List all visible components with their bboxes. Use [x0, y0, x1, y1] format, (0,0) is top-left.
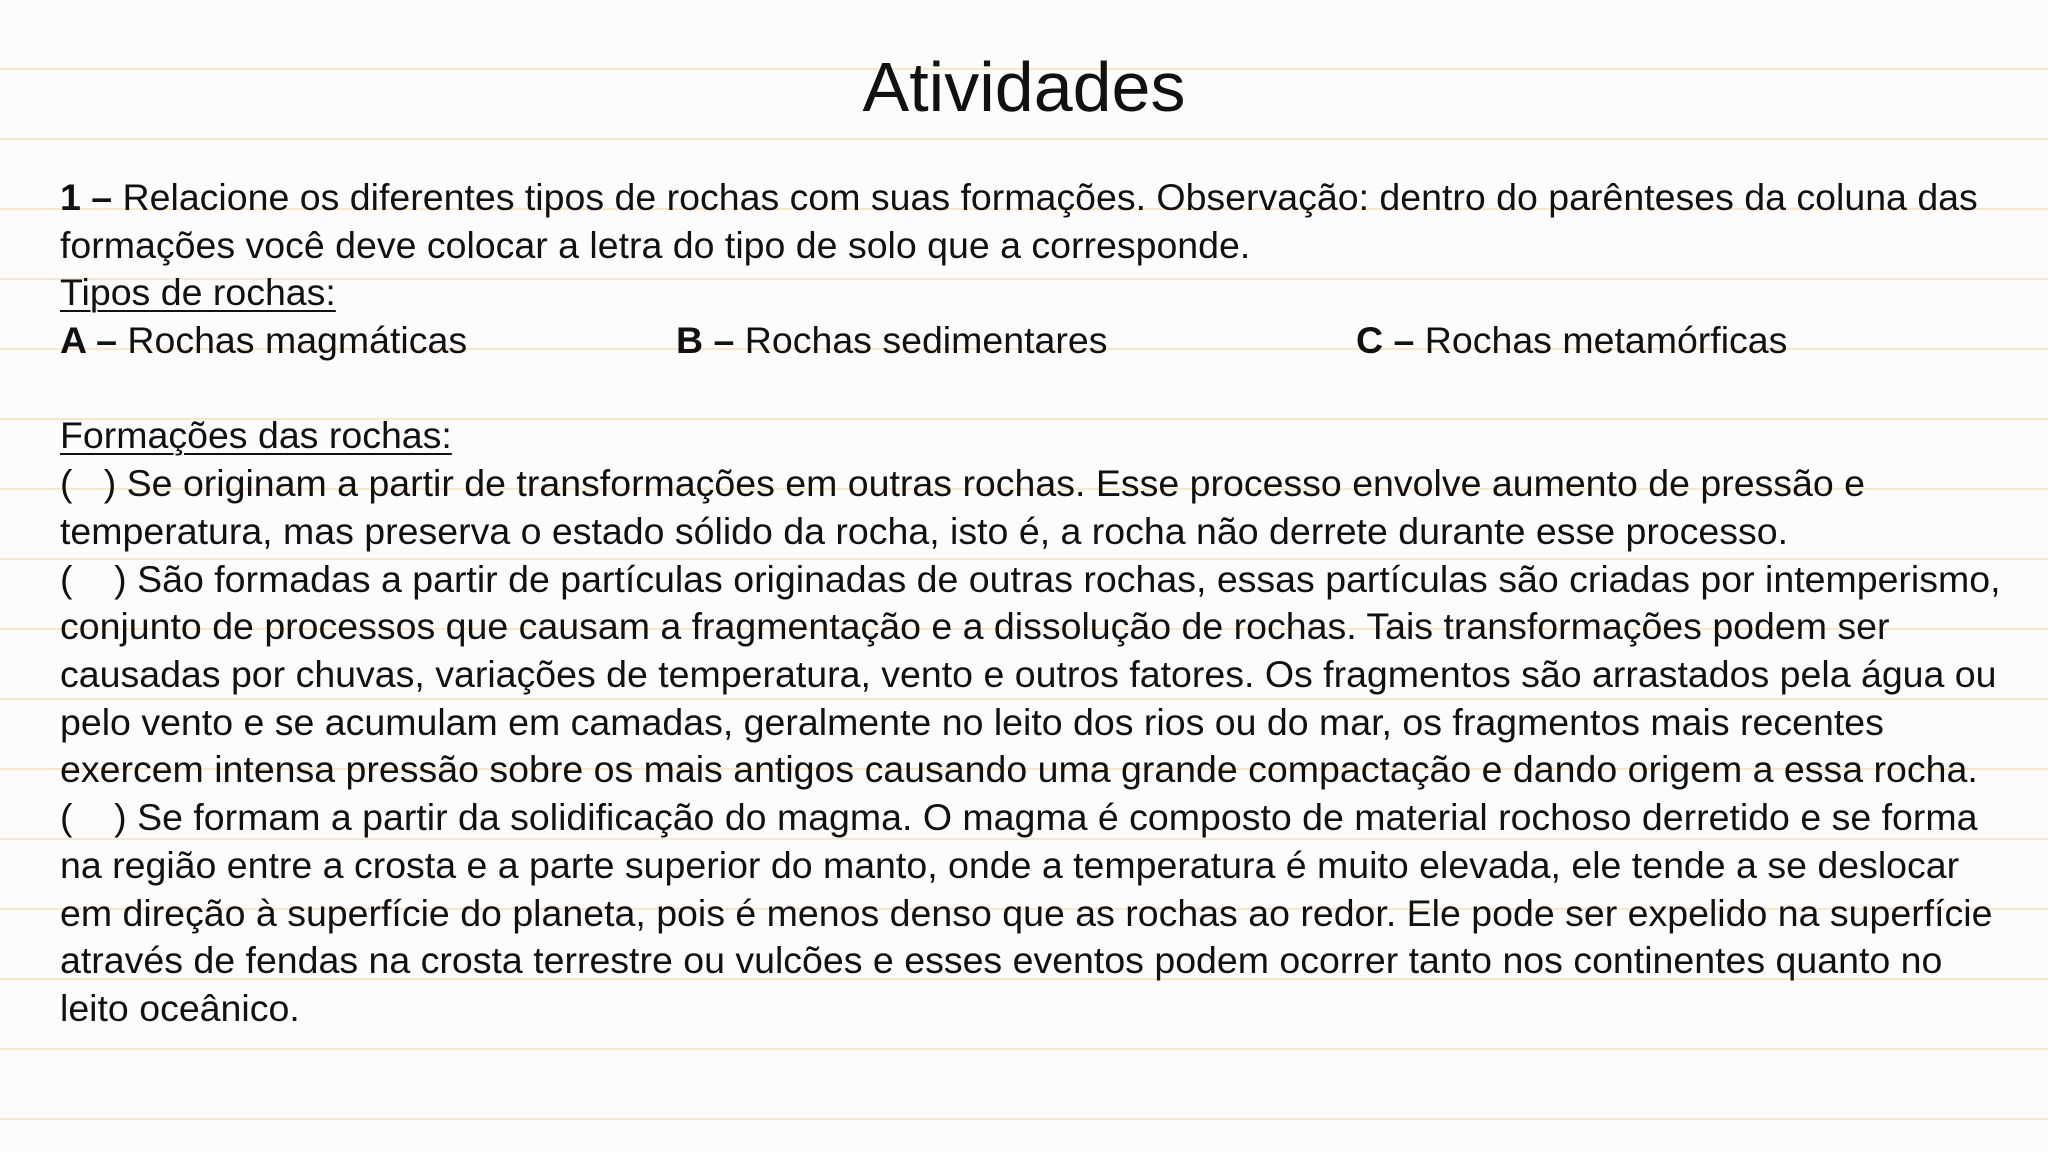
formation-item-2 [60, 556, 2010, 795]
activity-content [60, 174, 2010, 1033]
question-text: Relacione os diferentes tipos de rochas com suas formações. Observação: dentro do parênteses da coluna das formações você deve colocar a letra do tipo de solo que a corresponde. [60, 176, 1978, 266]
rock-type-label: Rochas magmáticas [116, 319, 468, 362]
answer-blank[interactable]: ( ) [60, 557, 127, 600]
answer-blank[interactable]: ( ) [60, 462, 117, 505]
rock-type-letter: C – [1356, 319, 1415, 362]
rock-type-label: Rochas metamórficas [1414, 319, 1788, 362]
rock-types-heading: Tipos de rochas: [60, 271, 336, 314]
rock-types-list [60, 317, 2010, 365]
question-prompt [60, 174, 2010, 269]
rock-type-a [60, 317, 467, 365]
formation-item-1 [60, 460, 2010, 555]
rock-type-b [676, 317, 1107, 365]
rock-type-letter: A – [60, 319, 117, 362]
formation-text: São formadas a partir de partículas originadas de outras rochas, essas partículas são criadas por intemperismo, conjunto de processos que causam a fragmentação e a dissolução de rochas. Tais transformações podem ser causadas por chuvas, variações de temperatura, vento e outros fatores. Os fragmentos são arrastados pela água ou pelo vento e se acumulam em camadas, geralmente no leito dos rios ou do mar, os fragmentos mais recentes exercem intensa pressão sobre os mais antigos causando uma grande compactação e dando origem a essa rocha. [60, 557, 2001, 791]
formation-text: Se originam a partir de transformações em outras rochas. Esse processo envolve aumento de pressão e temperatura, mas preserva o estado sólido da rocha, isto é, a rocha não derrete durante esse processo. [60, 462, 1866, 552]
page-title: Atividades [862, 48, 1186, 126]
rock-type-letter: B – [676, 319, 735, 362]
formations-heading: Formações das rochas: [60, 414, 452, 457]
formation-item-3 [60, 794, 2010, 1033]
rock-type-c [1356, 317, 1787, 365]
rock-type-label: Rochas sedimentares [734, 319, 1108, 362]
formation-text: Se formam a partir da solidificação do magma. O magma é composto de material rochoso derretido e se forma na região entre a crosta e a parte superior do manto, onde a temperatura é muito elevada, ele tende a se deslocar em direção à superfície do planeta, pois é menos denso que as rochas ao redor. Ele pode ser expelido na superfície através de fendas na crosta terrestre ou vulcões e esses eventos podem ocorrer tanto nos continentes quanto no leito oceânico. [60, 796, 1993, 1029]
spacer [60, 365, 2010, 413]
answer-blank[interactable]: ( ) [60, 796, 127, 839]
question-number: 1 – [60, 176, 113, 218]
